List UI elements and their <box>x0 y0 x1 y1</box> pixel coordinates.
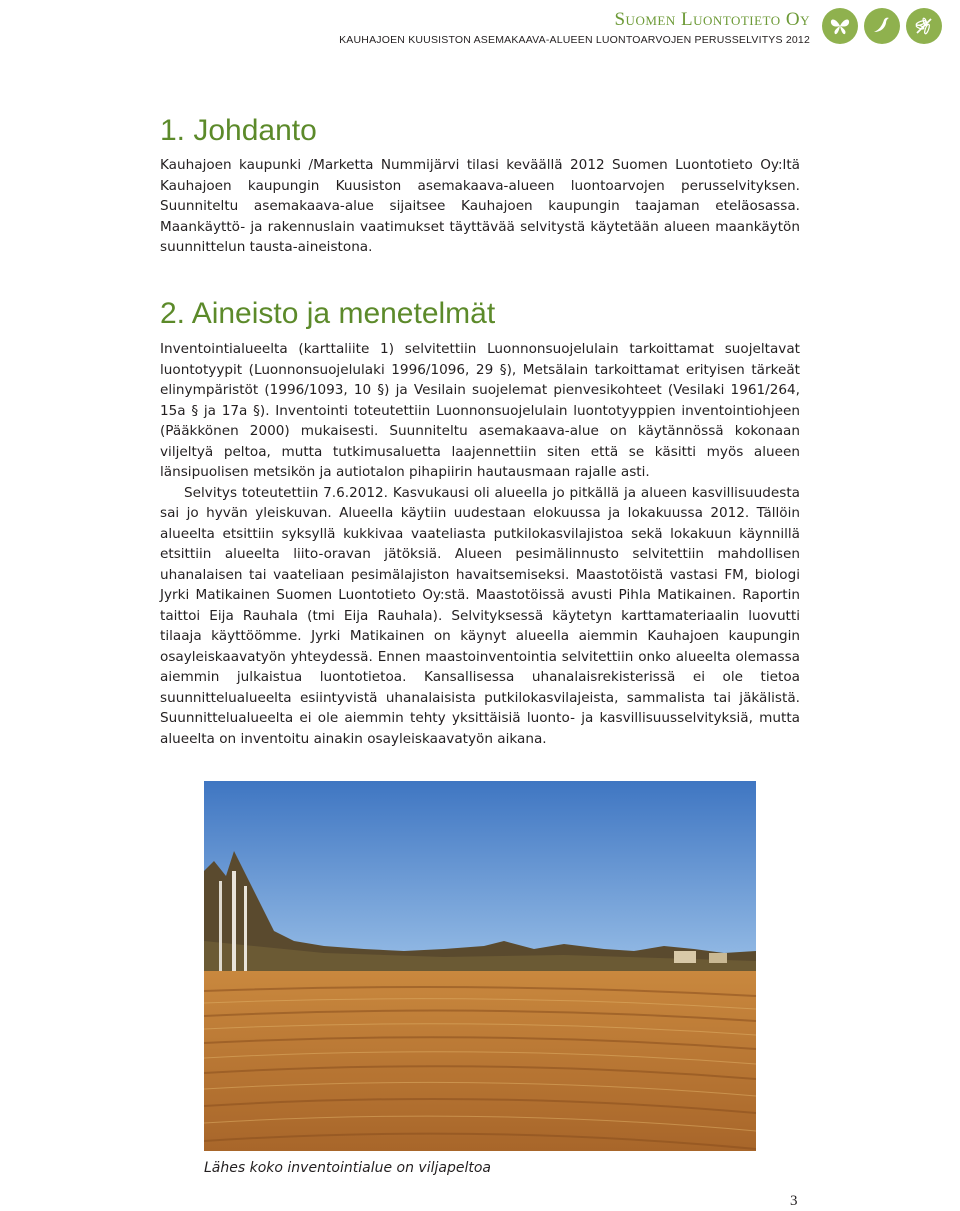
section-1-paragraph: Kauhajoen kaupunki /Marketta Nummijärvi tilasi keväällä 2012 Suomen Luontotieto Oy:ltä Kauhajoen kaupungin Kuusiston asemakaava-alueen luontoarvojen perusselvityksen. Suunniteltu asemakaava-alue sijaitsee Kauhajoen kaupungin taajaman eteläosassa. Maankäyttö- ja rakennuslain vaatimukset täyttävää selvitystä käytetään alueen maankäytön suunnittelun tausta-aineistona. <box>160 157 800 255</box>
dragonfly-icon <box>906 8 942 44</box>
section-2-paragraph-2: Selvitys toteutettiin 7.6.2012. Kasvukausi oli alueella jo pitkällä ja alueen kasvillisuudesta sai jo hyvän yleiskuvan. Alueella käytiin uudestaan elokuussa ja lokakuussa 2012. Tällöin alueelta etsittiin syksyllä kukkivaa vaateliasta putkilokasvilajistoa sekä lokakuun käynnillä etsittiin alueelta liito-oravan jätöksiä. Alueen pesimälinnusto selvitettiin mahdollisen uhanalaisen tai vaateliaan pesimälajiston havaitsemiseksi. Maastotöistä vastasi FM, biologi Jyrki Matikainen Suomen Luontotieto Oy:stä. Maastotöissä avusti Pihla Matikainen. Raportin taittoi Eija Rauhala (tmi Eija Rauhala). Selvityksessä käytetyn karttamateriaalin luovutti tilaaja käyttöömme. Jyrki Matikainen on käynyt alueella aiemmin Kauhajoen kaupungin osayleiskaavatyön yhteydessä. Ennen maastoinventointia selvitettiin onko alueelta olemassa aiemmin julkaistua luontotietoa. Kansallisessa uhanalaisrekisterissä ei ole tietoa suunnittelualueelta esiintyvistä uhanalaisista putkilokasvilajeista, sammalista tai jäkälistä. Suunnittelualueelta ei ole aiemmin tehty yksittäisiä luonto- ja kasvillisuusselvityksiä, mutta alueelta on inventoitu ainakin osayleiskaavatyön aikana. <box>160 484 800 747</box>
butterfly-icon <box>822 8 858 44</box>
photo-caption: Lähes koko inventointialue on viljapeltoa <box>204 1160 491 1176</box>
field-photo <box>204 781 756 1151</box>
bird-icon <box>864 8 900 44</box>
section-2-title: 2. Aineisto ja menetelmät <box>160 297 496 330</box>
section-1-title: 1. Johdanto <box>160 114 317 147</box>
section-2-paragraph-1: Inventointialueelta (karttaliite 1) selvitettiin Luonnonsuojelulain tarkoittamat suojeltavat luontotyypit (Luonnonsuojelulaki 1996/1096, 29 §), Metsälain tarkoittamat erityisen tärkeät elinympäristöt (1996/1093, 10 §) ja Vesilain suojelemat pienvesikohteet (Vesilaki 1961/264, 15a § ja 17a §). Inventointi toteutettiin Luonnonsuojelulain luontotyyppien inventointiohjeen (Pääkkönen 2000) mukaisesti. Suunniteltu asemakaava-alue on käytännössä kokonaan viljeltyä peltoa, mutta tutkimusaluetta laajennettiin siten että se käsitti myös alueen länsipuolisen metsikön ja autiotalon pihapiirin hautausmaan rajalle asti. <box>160 341 800 480</box>
header-logos <box>822 8 942 44</box>
organization-name: Suomen Luontotieto Oy <box>614 9 810 30</box>
page-number: 3 <box>790 1193 798 1209</box>
report-title: KAUHAJOEN KUUSISTON ASEMAKAAVA-ALUEEN LUONTOARVOJEN PERUSSELVITYS 2012 <box>339 34 810 46</box>
section-2-body <box>160 339 800 749</box>
page-header <box>339 8 810 46</box>
